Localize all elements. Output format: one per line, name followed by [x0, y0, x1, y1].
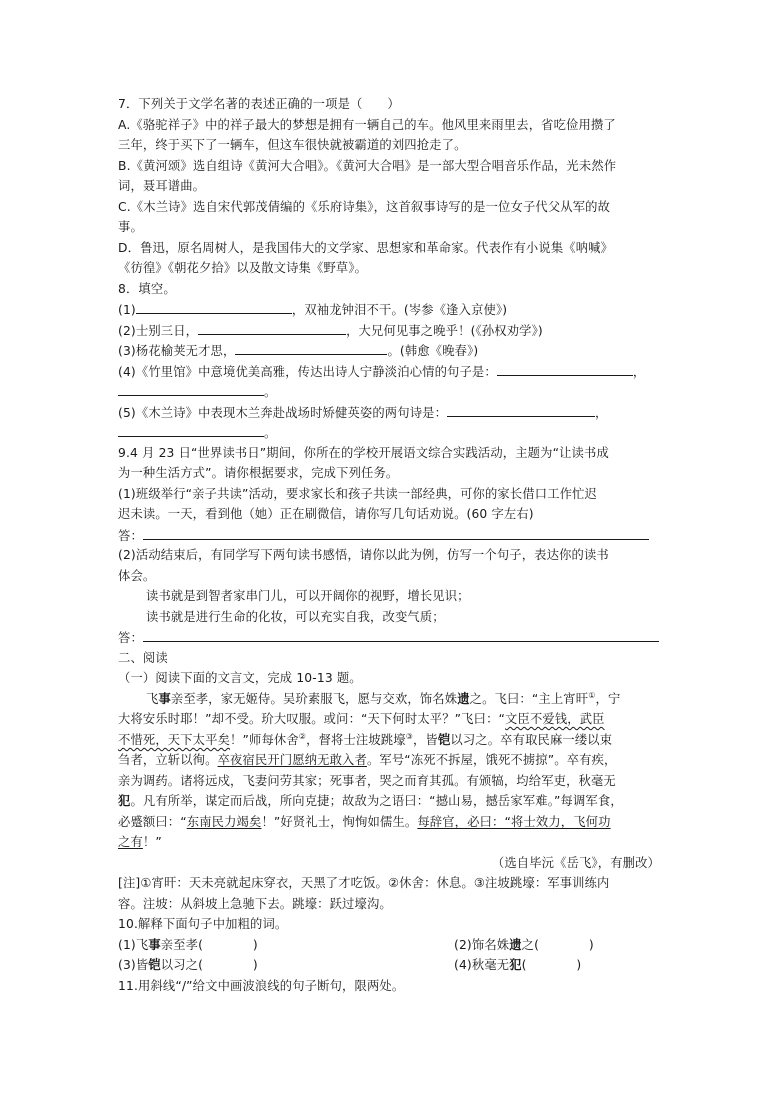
q8-item-5 [118, 404, 608, 421]
subsection-heading: （一）阅读下面的文言文，完成 10-13 题。 [118, 671, 362, 685]
q8-item-1-prefix: (1) [118, 303, 136, 317]
bold-word: 犯 [509, 958, 522, 972]
underlined-sentence: 之有 [118, 835, 143, 849]
footnote-marker: ② [298, 731, 307, 741]
q7-stem: 7．下列关于文学名著的表述正确的一项是（ ） [118, 97, 400, 111]
bold-word: 铠 [437, 733, 451, 747]
q8-blank-1[interactable] [136, 301, 292, 314]
text: 以习之( ) [160, 958, 258, 972]
q8-blank-5b[interactable] [118, 424, 264, 437]
q7-option-a: A.《骆驼祥子》中的祥子最大的梦想是拥有一辆自己的车。他风里来雨里去，省吃俭用攒了 [118, 118, 616, 132]
passage-source: （选自毕沅《岳飞》，有删改） [491, 856, 660, 870]
q10-row-1 [118, 937, 678, 953]
q7-option-c: C.《木兰诗》选自宋代郭茂倩编的《乐府诗集》，这首叙事诗写的是一位女子代父从军的故 [118, 200, 611, 214]
q10-item-1 [118, 938, 258, 952]
q9-answer-2-label: 答： [118, 631, 143, 645]
text: (2)饰名姝 [454, 938, 510, 952]
annotation-note-cont: 容。注坡：从斜坡上急驰下去。跳壕：跃过壕沟。 [118, 897, 392, 911]
q10-row-2 [118, 957, 678, 973]
text: 亲至孝，家无姬侍。吴玠素服飞，愿与交欢，饰名姝 [170, 692, 458, 706]
q9-example-2: 读书就是进行生命的化妆，可以充实自我，改变气质； [146, 610, 445, 624]
q8-item-5-cont [118, 424, 276, 441]
text: 亲至孝( ) [160, 938, 258, 952]
q9-answer-2-line[interactable] [143, 629, 659, 642]
q8-blank-4b[interactable] [118, 383, 264, 396]
passage-line-4 [118, 752, 617, 768]
q9-task-1: (1)班级举行“亲子共读”活动，要求家长和孩子共读一部经典，可你的家长借口工作忙迟 [118, 487, 597, 501]
q10-item-4 [454, 957, 581, 973]
text: (1)飞 [118, 938, 149, 952]
text: 必蹙额曰：“ [118, 815, 187, 829]
bold-word: 遗 [457, 692, 470, 706]
q9-task-2: (2)活动结束后，有同学写下两句读书感悟，请你以此为例，仿写一个句子，表达你的读书 [118, 548, 609, 562]
q8-blank-5a[interactable] [447, 404, 595, 417]
q7-option-c-cont: 事。 [118, 220, 143, 234]
q8-item-5-comma: ， [595, 406, 608, 420]
passage-line-1 [146, 691, 620, 707]
passage-line-6 [118, 793, 623, 809]
q8-item-2 [118, 322, 543, 339]
bold-word: 犯 [118, 794, 131, 808]
annotation-note: [注]①宵旰：天未亮就起床穿衣，天黑了才吃饭。②休舍：休息。③注坡跳壕：军事训练内 [118, 876, 610, 890]
text: 大将安乐时耶！”却不受。玠大叹服。或问：“天下何时太平？”飞曰：“ [118, 712, 506, 726]
text: ，皆 [413, 733, 438, 747]
q8-blank-3[interactable] [235, 342, 387, 355]
q8-item-4-cont [118, 383, 276, 400]
q7-option-b-cont: 词，聂耳谱曲。 [118, 179, 206, 193]
underlined-sentence: 东南民力竭矣 [186, 815, 262, 829]
q9-answer-1 [118, 527, 649, 544]
text: ，宁 [595, 692, 621, 706]
q7-option-d-cont: 《彷徨》《朝花夕拾》以及散文诗集《野草》。 [118, 261, 368, 275]
footnote-marker: ③ [405, 731, 414, 741]
passage-line-3 [118, 732, 612, 748]
passage-line-7 [118, 814, 611, 830]
q7-option-a-cont: 三年，终于买下了一辆车，但这车很快就被霸道的刘四抢走了。 [118, 138, 467, 152]
q8-item-5-period: 。 [264, 426, 277, 440]
q9-answer-1-label: 答： [118, 529, 143, 543]
q8-blank-4a[interactable] [497, 363, 633, 376]
q8-item-4-prefix: (4)《竹里馆》中意境优美高雅，传达出诗人宁静淡泊心情的句子是： [118, 365, 497, 379]
bold-word: 遗 [509, 938, 522, 952]
section-heading: 二、阅读 [118, 651, 168, 665]
underlined-sentence: 每辞官，必曰：“将士效力，飞何功 [417, 815, 611, 829]
q7-option-b: B.《黄河颂》选自组诗《黄河大合唱》。《黄河大合唱》是一部大型合唱音乐作品，光未然作 [118, 159, 617, 173]
text: 以习之。卒有取民麻一缕以束 [450, 733, 613, 747]
q9-answer-2 [118, 629, 659, 646]
q9-task-2-cont: 体会。 [118, 569, 156, 583]
q8-item-2-prefix: (2)士别三日， [118, 324, 199, 338]
passage-line-8 [118, 834, 162, 850]
q8-item-4-period: 。 [264, 385, 277, 399]
q8-item-2-suffix: ，大兄何见事之晚乎！(《孙权劝学》) [346, 324, 543, 338]
text: ，督将士注坡跳壕 [306, 733, 406, 747]
q11-stem: 11.用斜线“/”给文中画波浪线的句子断句，限两处。 [118, 979, 405, 993]
q9-task-1-cont: 迟未读。一天，看到他（她）正在刷微信，请你写几句话劝说。(60 字左右) [118, 507, 534, 521]
wavy-sentence: 文臣不爱钱，武臣 [505, 712, 605, 726]
text: 刍者，立斩以徇。 [118, 753, 218, 767]
footnote-marker: ① [588, 690, 596, 700]
q8-item-5-prefix: (5)《木兰诗》中表现木兰奔赴战场时矫健英姿的两句诗是： [118, 406, 448, 420]
q8-blank-2[interactable] [198, 322, 346, 335]
q8-item-3 [118, 342, 478, 359]
underlined-sentence: 卒夜宿民开门愿纳无敢入者 [217, 753, 367, 767]
q9-answer-1-line[interactable] [143, 527, 649, 540]
text: ！”好贤礼士，恂恂如儒生。 [261, 815, 418, 829]
q8-item-4 [118, 363, 645, 380]
q9-stem-cont: 为一种生活方式”。请你根据要求，完成下列任务。 [118, 466, 399, 480]
q8-item-3-prefix: (3)杨花榆荚无才思， [118, 344, 236, 358]
q8-stem: 8．填空。 [118, 282, 176, 296]
q9-example-1: 读书就是到智者家串门儿，可以开阔你的视野，增长见识； [146, 589, 470, 603]
passage-line-5: 亲为调药。诸将远戍，飞妻问劳其家；死事者，哭之而育其孤。有颁犒，均给军吏，秋毫无 [118, 774, 616, 788]
bold-word: 铠 [148, 958, 161, 972]
q7-option-d: D．鲁迅，原名周树人，是我国伟大的文学家、思想家和革命家。代表作有小说集《呐喊》 [118, 241, 614, 255]
text: ( ) [521, 958, 582, 972]
text: (4)秋毫无 [454, 958, 510, 972]
text: 之( ) [521, 938, 594, 952]
q8-item-1 [118, 301, 507, 318]
q9-stem: 9.4 月 23 日“世界读书日”期间，你所在的学校开展语文综合实践活动，主题为“让读书成 [118, 446, 609, 460]
q8-item-3-suffix: 。(韩愈《晚春》) [387, 344, 479, 358]
bold-word: 事 [158, 692, 171, 706]
text: 飞 [146, 692, 159, 706]
q8-item-1-suffix: ，双袖龙钟泪不干。(岑参《逢入京使》) [291, 303, 508, 317]
text: 。军号“冻死不拆屋，饿死不掳掠”。卒有疾， [366, 753, 617, 767]
text: ！”师每休舍 [230, 733, 299, 747]
text: 。凡有所举，谋定而后战，所向克捷；故敌为之语曰：“撼山易，撼岳家军难。”每调军食， [130, 794, 623, 808]
text: (3)皆 [118, 958, 149, 972]
text: ！” [142, 835, 162, 849]
q10-item-2 [454, 937, 594, 953]
text: 之。飞曰：“主上宵旰 [469, 692, 589, 706]
passage-line-2 [118, 711, 605, 727]
q10-item-3 [118, 958, 258, 972]
bold-word: 事 [148, 938, 161, 952]
wavy-sentence: 不惜死，天下太平矣 [118, 733, 231, 747]
q8-item-4-comma: ， [632, 365, 646, 379]
q10-stem: 10.解释下面句子中加粗的词。 [118, 917, 288, 931]
